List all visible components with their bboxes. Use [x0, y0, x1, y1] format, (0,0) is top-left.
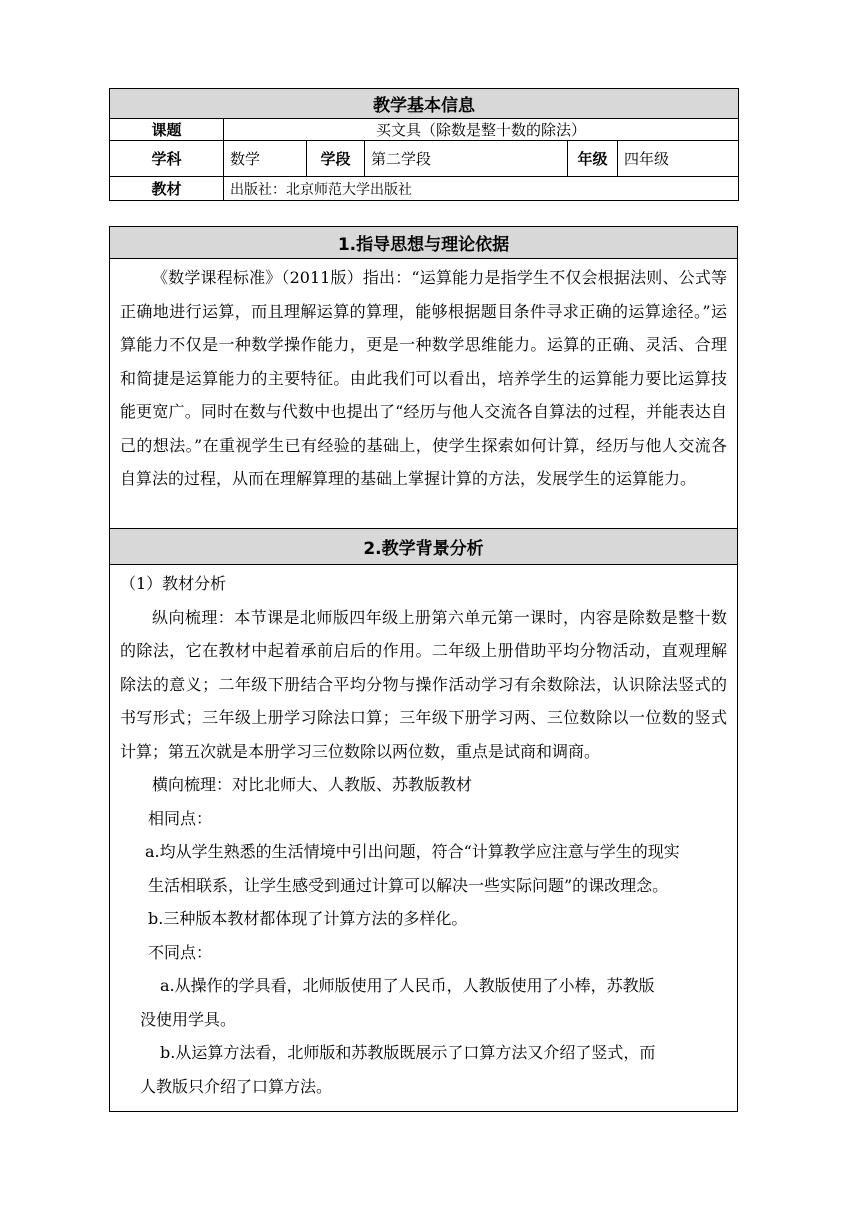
horizontal-analysis: 横向梳理：对比北师大、人教版、苏教版教材 [152, 775, 473, 794]
grade-value: 四年级 [618, 141, 739, 177]
same-points-label: 相同点： [148, 808, 213, 828]
diff-point-b-line1: b.从运算方法看，北师版和苏教版既展示了口算方法又介绍了竖式，而 [160, 1043, 656, 1062]
same-point-a-line2: 生活相联系，让学生感受到通过计算可以解决一些实际问题”的课改理念。 [148, 875, 669, 895]
diff-points-label: 不同点： [148, 942, 213, 962]
stage-value: 第二学段 [365, 141, 568, 177]
same-point-b: b.三种版本教材都体现了计算方法的多样化。 [148, 909, 468, 928]
diff-point-a-line1: a.从操作的学具看，北师版使用了人民币，人教版使用了小棒，苏教版 [160, 976, 655, 995]
section2-body-cell [110, 565, 738, 1112]
diff-point-a-line2: 没使用学具。 [140, 1009, 237, 1029]
content-table [109, 226, 738, 1112]
stage-label: 学段 [307, 141, 365, 177]
section1-body-cell [110, 259, 738, 529]
textbook-analysis-heading: （1）教材分析 [120, 574, 227, 593]
basic-info-header: 教学基本信息 [110, 89, 739, 119]
subject-value: 数学 [224, 141, 307, 177]
section1-body: 《数学课程标准》（2011版）指出：“运算能力是指学生不仅会根据法则、公式等正确地进行运算，而且理解运算的算理，能够根据题目条件寻求正确的运算途径。”运算能力不仅是一种数学操作能力，更是一种数学思维能力。运算的正确、灵活、合理和简捷是运算能力的主要特征。由此我们可以看出，培养学生的运算能力要比运算技能更宽广。同时在数与代数中也提出了“经历与他人交流各自算法的过程，并能表达自己的想法。”在重视学生已有经验的基础上，使学生探索如何计算，经历与他人交流各自算法的过程，从而在理解算理的基础上掌握计算的方法，发展学生的运算能力。 [120, 268, 727, 488]
section2-header: 2.教学背景分析 [110, 529, 738, 565]
subject-label: 学科 [110, 141, 224, 177]
basic-info-table [109, 88, 739, 201]
grade-label: 年级 [568, 141, 618, 177]
textbook-label: 教材 [110, 177, 224, 201]
topic-label: 课题 [110, 119, 224, 141]
textbook-value: 出版社：北京师范大学出版社 [224, 177, 739, 201]
same-point-a-line1: a.均从学生熟悉的生活情境中引出问题，符合“计算教学应注意与学生的现实 [145, 842, 680, 861]
diff-point-b-line2: 人教版只介绍了口算方法。 [140, 1076, 333, 1096]
vertical-analysis: 纵向梳理：本节课是北师版四年级上册第六单元第一课时，内容是除数是整十数的除法，它在教材中起着承前启后的作用。二年级上册借助平均分物活动，直观理解除法的意义；二年级下册结合平均分物与操作活动学习有余数除法，认识除法竖式的书写形式；三年级上册学习除法口算；三年级下册学习两、三位数除以一位数的竖式计算；第五次就是本册学习三位数除以两位数，重点是试商和调商。 [120, 607, 727, 761]
topic-value: 买文具（除数是整十数的除法） [224, 119, 739, 141]
section1-header: 1.指导思想与理论依据 [110, 227, 738, 259]
